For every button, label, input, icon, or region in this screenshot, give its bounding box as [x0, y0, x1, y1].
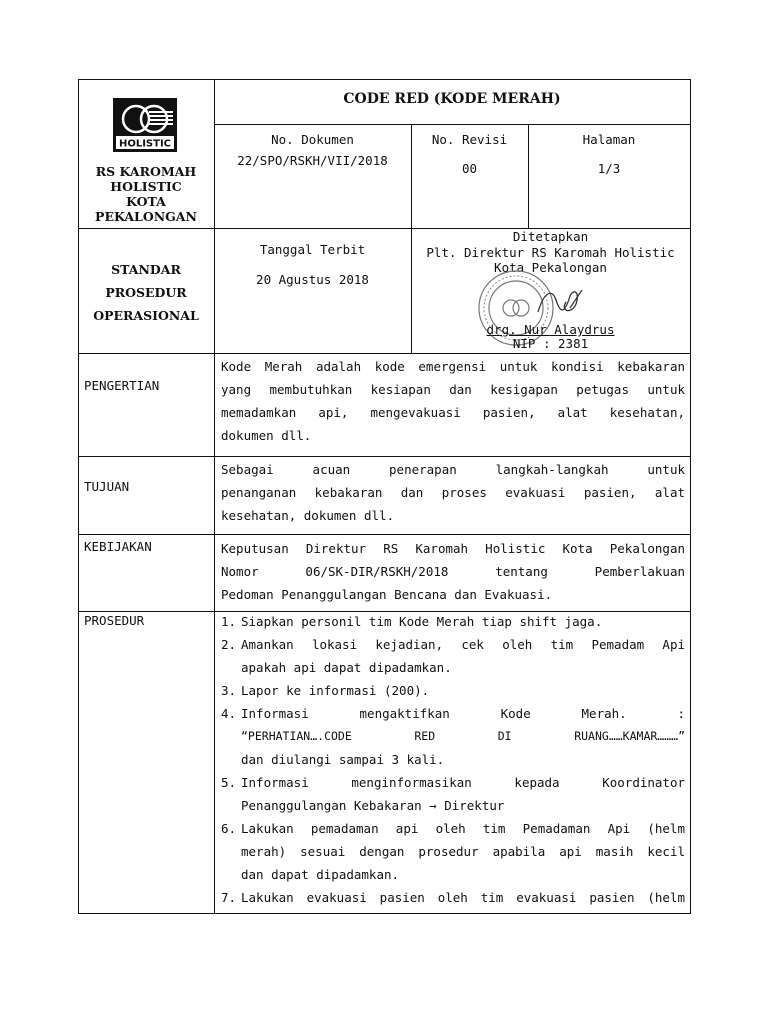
list-item-line: Lapor ke informasi (200). [241, 683, 430, 698]
org-name-line: RS KAROMAH [95, 164, 197, 179]
text-line: Keputusan Direktur RS Karomah Holistic Kota Pekalongan [221, 541, 685, 556]
text-line: memadamkan api, mengevakuasi pasien, alat kesehatan, [221, 405, 685, 420]
text-line: Pedoman Penanggulangan Bencana dan Evakuasi. [221, 587, 553, 602]
text-line: Nomor 06/SK-DIR/RSKH/2018 tentang Pemberlakuan [221, 564, 685, 579]
doc-number-label: No. Dokumen [271, 132, 354, 147]
kebijakan-label: KEBIJAKAN [84, 539, 152, 554]
spo-label-line: OPERASIONAL [93, 308, 199, 323]
kebijakan-text [221, 537, 685, 606]
list-item-line: Penanggulangan Kebakaran → Direktur [241, 798, 505, 813]
tujuan-text [221, 458, 685, 527]
page-value: 1/3 [597, 161, 621, 176]
list-item [215, 633, 685, 679]
list-item [215, 702, 685, 771]
logo-text: HOLISTIC [118, 138, 172, 150]
list-item-line: Informasi mengaktifkan Kode Merah. : [241, 706, 685, 721]
signer-nip: NIP : 2381 [512, 336, 589, 351]
table-line-pengertian-bottom [78, 456, 690, 457]
list-item [215, 817, 685, 886]
table-border-bottom [78, 913, 690, 914]
list-item-number: 4. [221, 706, 237, 721]
text-line: Sebagai acuan penerapan langkah-langkah untuk [221, 462, 685, 477]
list-item-line: apakah api dapat dipadamkan. [241, 660, 452, 675]
org-name [80, 164, 212, 224]
list-item-line: Siapkan personil tim Kode Merah tiap shift jaga. [241, 614, 603, 629]
list-item-line: Lakukan evakuasi pasien oleh tim evakuasi pasien (helm [241, 890, 685, 905]
spo-label-line: PROSEDUR [105, 285, 187, 300]
list-item-line: Informasi menginformasikan kepada Koordinator [241, 775, 685, 790]
pengertian-label: PENGERTIAN [84, 378, 160, 393]
table-border-left [78, 79, 79, 914]
list-item-line: merah) sesuai dengan prosedur apabila api masih kecil [241, 844, 685, 859]
table-line-title-bottom [214, 124, 690, 125]
revision-value: 00 [461, 161, 478, 176]
table-border-top [78, 79, 690, 80]
list-item-line: Lakukan pemadaman api oleh tim Pemadaman Api (helm [241, 821, 685, 836]
approval-line: Ditetapkan [512, 229, 589, 244]
issue-date-value: 20 Agustus 2018 [256, 272, 369, 287]
issue-date-label: Tanggal Terbit [259, 242, 366, 257]
document-title: CODE RED (KODE MERAH) [343, 91, 561, 107]
tujuan-label: TUJUAN [84, 479, 130, 494]
list-item [215, 886, 685, 909]
org-name-line: KOTA [126, 194, 166, 209]
signer-name: drg. Nur Alaydrus [486, 322, 615, 337]
table-line-header-row2-bottom [78, 353, 690, 354]
list-item-line: Amankan lokasi kejadian, cek oleh tim Pemadam Api [241, 637, 685, 652]
text-line: dokumen dll. [221, 428, 312, 443]
revision-label: No. Revisi [431, 132, 508, 147]
list-item-number: 5. [221, 775, 237, 790]
list-item [215, 679, 685, 702]
org-name-line: HOLISTIC [110, 179, 182, 194]
list-item-number: 3. [221, 683, 237, 698]
list-item-line: dan dapat dipadamkan. [241, 867, 400, 882]
list-item [215, 610, 685, 633]
pengertian-text [221, 355, 685, 447]
prosedur-list [215, 610, 685, 909]
prosedur-label: PROSEDUR [84, 613, 145, 628]
org-name-line: PEKALONGAN [95, 209, 197, 224]
text-line: yang membutuhkan kesiapan dan kesigapan petugas untuk [221, 382, 685, 397]
list-item-number: 2. [221, 637, 237, 652]
table-line-tujuan-bottom [78, 534, 690, 535]
text-line: Kode Merah adalah kode emergensi untuk kondisi kebakaran [221, 359, 685, 374]
page-label: Halaman [582, 132, 636, 147]
signature [530, 282, 590, 322]
list-item-number: 6. [221, 821, 237, 836]
approval-line: Plt. Direktur RS Karomah Holistic [426, 244, 675, 260]
list-item-line: “PERHATIAN….CODE RED DI RUANG……KAMAR………” [241, 729, 685, 743]
doc-number-value: 22/SPO/RSKH/VII/2018 [237, 153, 388, 168]
list-item-number: 1. [221, 614, 237, 629]
list-item [215, 771, 685, 817]
hospital-logo [113, 98, 177, 152]
spo-label [80, 258, 212, 327]
text-line: kesehatan, dokumen dll. [221, 508, 395, 523]
table-border-right [690, 79, 691, 914]
list-item-line: dan diulangi sampai 3 kali. [241, 752, 445, 767]
list-item-number: 7. [221, 890, 237, 905]
text-line: penanganan kebakaran dan proses evakuasi pasien, alat [221, 485, 685, 500]
approval-line: Kota Pekalongan [494, 260, 607, 275]
spo-label-line: STANDAR [111, 262, 181, 277]
